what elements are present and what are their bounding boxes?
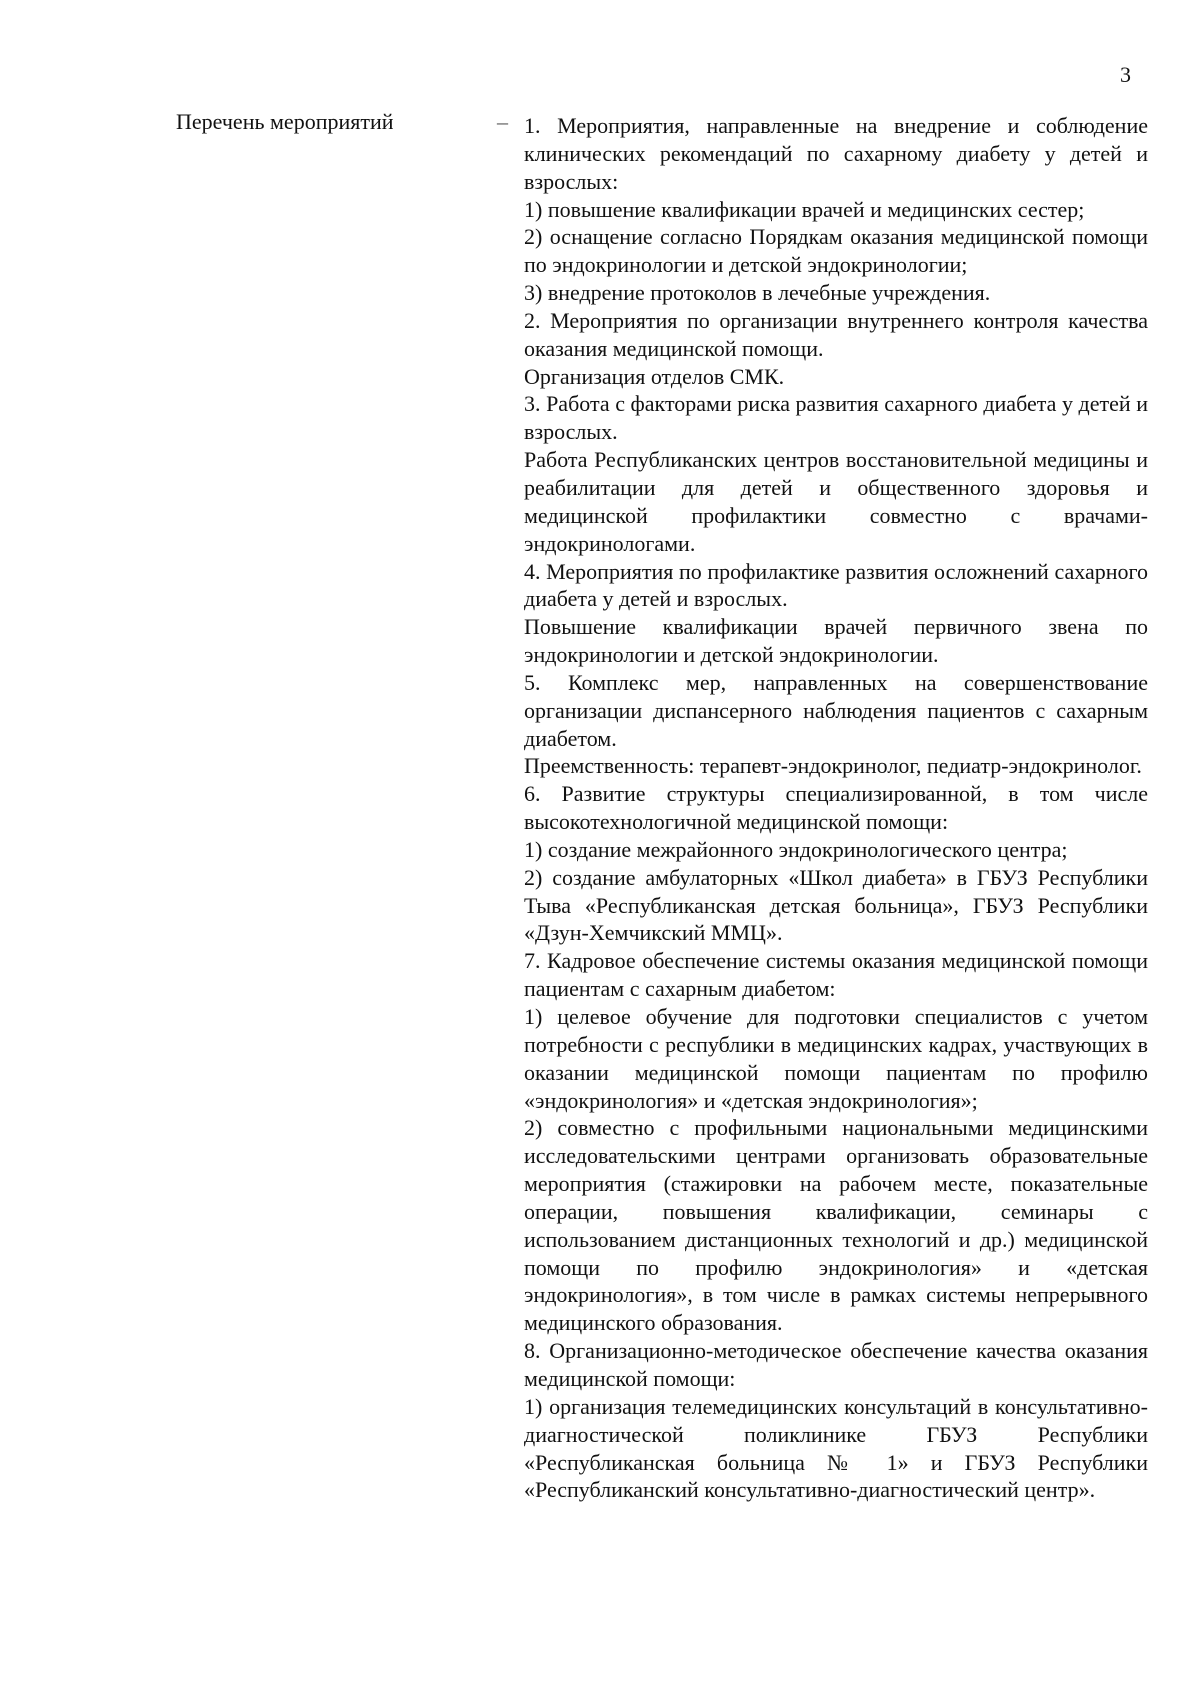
paragraph: 4. Мероприятия по профилактике развития осложнений сахарного диабета у детей и взрослых. <box>524 558 1148 612</box>
paragraph: 1) повышение квалификации врачей и медицинских сестер; <box>524 196 1085 222</box>
paragraph: 8. Организационно-методическое обеспечение качества оказания медицинской помощи: <box>524 1338 1148 1391</box>
paragraph: Повышение квалификации врачей первичного звена по эндокринологии и детской эндокринологии. <box>524 614 1148 668</box>
paragraph: 2) оснащение согласно Порядкам оказания медицинской помощи по эндокринологии и детской эндокринологии; <box>524 224 1148 278</box>
paragraph: 5. Комплекс мер, направленных на совершенствование организации диспансерного наблюдения пациентов с сахарным диабетом. <box>524 669 1148 751</box>
paragraph: Организация отделов СМК. <box>524 363 785 389</box>
paragraph: 3. Работа с факторами риска развития сахарного диабета у детей и взрослых. <box>524 391 1148 445</box>
paragraph: 2) совместно с профильными национальными медицинскими исследовательскими центрами организовать образовательные мероприятия (стажировки на рабочем месте, показательные операции, повышения квалификации, семинары с использованием дистанционных технологий и др.) медицинской помощи по профилю эндокринология» и «детская эндокринология», в том числе в рамках системы непрерывного медицинского образования. <box>524 1115 1148 1336</box>
paragraph: 1) создание межрайонного эндокринологического центра; <box>524 836 1068 862</box>
paragraph: 1) целевое обучение для подготовки специалистов с учетом потребности с республики в медицинских кадрах, участвующих в оказании медицинской помощи пациентам по профилю «эндокринология» и «детская эндокринология»; <box>524 1004 1148 1113</box>
measures-list <box>524 112 1148 1504</box>
dash-separator: – <box>497 109 508 134</box>
section-label: Перечень мероприятий <box>176 109 394 134</box>
paragraph: Преемственность: терапевт-эндокринолог, педиатр-эндокринолог. <box>524 753 1142 779</box>
paragraph: 3) внедрение протоколов в лечебные учреждения. <box>524 280 991 306</box>
paragraph: 6. Развитие структуры специализированной, в том числе высокотехнологичной медицинской помощи: <box>524 781 1148 835</box>
paragraph: 1) организация телемедицинских консультаций в консультативно-диагностической поликлинике ГБУЗ Республики «Республиканская больница № 1» и ГБУЗ Республики «Республиканский консультативно-диагностический центр». <box>524 1393 1148 1503</box>
paragraph: 2. Мероприятия по организации внутреннего контроля качества оказания медицинской помощи. <box>524 307 1148 361</box>
paragraph: 1. Мероприятия, направленные на внедрение и соблюдение клинических рекомендаций по сахарному диабету у детей и взрослых: <box>524 113 1148 194</box>
paragraph: 2) создание амбулаторных «Школ диабета» в ГБУЗ Республики Тыва «Республиканская детская больница», ГБУЗ Республики «Дзун-Хемчикский ММЦ». <box>524 864 1148 946</box>
paragraph: Работа Республиканских центров восстановительной медицины и реабилитации для детей и общественного здоровья и медицинской профилактики совместно с врачами-эндокринологами. <box>524 447 1148 556</box>
page-number: 3 <box>1120 62 1131 87</box>
paragraph: 7. Кадровое обеспечение системы оказания медицинской помощи пациентам с сахарным диабетом: <box>524 948 1148 1002</box>
